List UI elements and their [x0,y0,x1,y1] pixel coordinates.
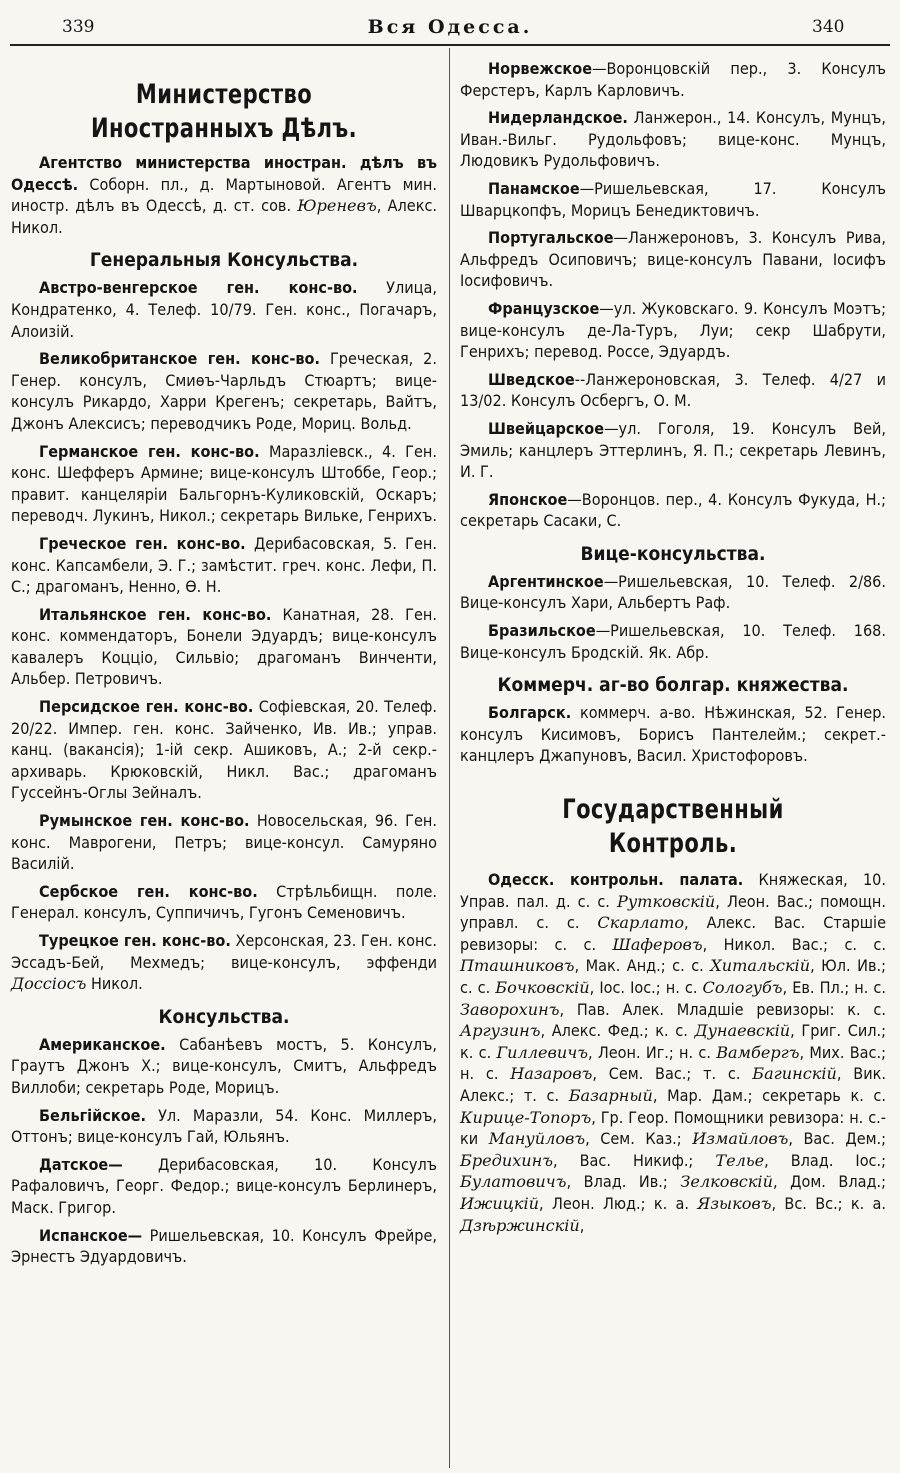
official-surname: Рутковскій [617,891,716,911]
entry-text: —Ришельевская, 10. Телеф. 168. Вице-консулъ Бродскій. Як. Абр. [460,621,886,662]
directory-entry [460,58,886,101]
entry-text: , Сем. Вас.; т. с. [592,1064,753,1084]
entry-name: Испанское— [39,1225,143,1245]
entry-text: Греческая, 2. Генер. консулъ, Смиѳъ-Чарльдъ Стюартъ; вице-консулъ Рикардо, Харри Крегенъ; секретарь, Вайтъ, Джонъ Алексисъ; переводчикъ Роде, Мориц. Вольд. [11,349,437,433]
entry-text: , Гр. Геор. Помощники ревизора: н. с.-ки [460,1107,886,1149]
directory-entry [11,533,437,598]
directory-entry [11,441,437,527]
entry-text: , Сем. Каз.; [585,1129,693,1149]
directory-entry [11,604,437,690]
section-title: Государственный Контроль. [562,794,784,860]
directory-entry [11,1105,437,1148]
entry-name: Персидское ген. конс-во. [39,697,254,717]
entry-text: , Пав. Алек. Младшіе ревизоры: к. с. [559,999,886,1019]
entry-name: Турецкое ген. конс-во. [39,931,231,950]
directory-entry [11,881,437,924]
official-surname: Бредихинъ [460,1150,553,1170]
entry-text: Ланжерон., 14. Консулъ, Мунцъ, Иван.-Вильг. Рудольфовъ; вице-конс. Мунцъ, Людовикъ Рудольфовичъ. [460,108,886,171]
official-surname: Мануйловъ [488,1129,586,1149]
entry-name: Аргентинское [488,571,604,591]
entry-text: —Ланжероновъ, 3. Консулъ Рива, Альфредъ Осиповичъ; вице-консулъ Павани, Іосифъ Іосифовичъ. [460,228,886,291]
entry-name: Греческое ген. конс-во. [39,533,246,553]
official-surname: Назаровъ [510,1064,593,1084]
entry-text: , Юл. Ив.; с. с. [460,956,886,997]
official-surname: Хитальскій [710,956,811,976]
section-heading: Вице-консульства. [580,542,766,565]
official-surname: Измайловъ [692,1129,789,1149]
official-surname: Доссіосъ [11,974,87,994]
entry-text: Ришельевская, 10. Консулъ Фрейре, Эрнестъ Эдуардовичъ. [11,1225,437,1267]
entry-text: , Влад. Іос.; [764,1150,886,1170]
entry-text: Софіевская, 20. Телеф. 20/22. Импер. ген. конс. Зайченко, Ив. Ив.; управ. канц. (вакансія); 1-ій секр. Ашиковъ, А.; 2-й секр.-архиварь. Крюковскій, Никл. Вас.; драгоманъ Гуссейнъ-Оглы Зейналъ. [11,697,437,803]
section-heading: Консульства. [158,1005,290,1028]
entry-text: Соборн. пл., д. Мартыновой. Агентъ мин. иностр. дѣлъ въ Одессѣ, д. ст. сов. [11,174,437,216]
entry-text: , Влад. Ив.; [566,1172,681,1192]
official-surname: Шаферовъ [612,934,703,954]
page-number-right: 340 [812,17,845,37]
official-surname: Телье [715,1150,765,1170]
entry-name: Панамское [488,178,580,198]
directory-entry [460,571,886,614]
entry-name: Французское [488,298,600,318]
entry-text: —Ришельевская, 10. Телеф. 2/86. Вице-консулъ Хари, Альбертъ Раф. [460,571,886,613]
official-surname: Заворохинъ [460,999,560,1019]
entry-name: Одесск. контрольн. палата. [488,870,744,890]
entry-text: , Вас. Никиф.; [553,1150,716,1170]
official-surname: Дунаевскій [694,1021,791,1041]
entry-name: Датское— [39,1154,123,1174]
entry-text: Стрѣльбищн. поле. Генерал. консулъ, Суппичичъ, Гугонъ Семеновичъ. [11,881,437,923]
directory-entry [11,1034,437,1099]
entry-text: , Григ. Сил.; к. с. [460,1021,886,1062]
entry-text: , [579,1215,585,1235]
official-surname: Аргузинъ [460,1021,541,1041]
entry-text: , Леон. Иг.; н. с. [587,1042,717,1062]
entry-text: Канатная, 28. Ген. конс. коммендаторъ, Бонели Эдуардъ; вице-консулъ кавалеръ Коццio, Сильвio; драгоманъ Винченти, Альбер. Петровичъ. [11,604,437,689]
entry-name: Бельгійское. [39,1105,146,1125]
entry-text: Маразліевск., 4. Ген. конс. Шефферъ Армине; вице-консулъ Штоббе, Геор.; правит. канцеляріи Бальгорнъ-Куликовскій, Оскаръ; переводч. Лукинъ, Никол.; секретарь Вильке, Генрихъ. [11,441,437,526]
entry-text: —ул. Гоголя, 19. Консулъ Вей, Эмиль; канцлеръ Эттерлинъ, Я. П.; секретарь Левинъ, И. Г. [460,418,886,482]
entry-name: Румынское ген. конс-во. [39,811,250,831]
entry-text: , Алекс. Вас. Старшіе ревизоры: с. с. [460,913,886,954]
official-surname: Зелковскій [680,1172,773,1192]
entry-text: , Алекс. Никол. [11,196,437,237]
directory-entry [11,1154,437,1219]
page-number-left: 339 [62,17,95,37]
entry-text: Новосельская, 96. Ген. конс. Маврогени, Петръ; вице-консул. Самуряно Василій. [11,811,437,874]
entry-text: , Іос. Іос.; н. с. [589,978,703,997]
entry-name: Германское ген. конс-во. [39,441,260,461]
directory-entry [460,107,886,172]
entry-text: Херсонская, 23. Ген. конс. Эссадъ-Бей, Мехмедъ; вице-консулъ, эффенди [11,931,437,972]
official-surname: Ижицкій [460,1193,540,1213]
directory-entry [460,702,886,767]
entry-text: , Мак. Анд.; с. с. [574,956,711,976]
entry-text: Ул. Маразли, 54. Конс. Миллеръ, Оттонъ; вице-консулъ Гай, Юльянъ. [11,1105,437,1147]
header-rule [10,44,890,46]
directory-entry [460,227,886,292]
official-surname: Гиллевичъ [496,1042,588,1062]
entry-text: , Мар. Дам.; секретарь к. с. [652,1085,886,1105]
directory-entry [11,152,437,238]
entry-text: —Воронцовскій пер., 3. Консулъ Ферстеръ, Карлъ Карловичъ. [460,59,886,100]
directory-entry [11,348,437,434]
page-header [0,0,900,46]
entry-name: Сербское ген. конс-во. [39,881,258,901]
official-surname: Кирице-Топоръ [460,1107,592,1127]
right-column [460,58,886,1242]
entry-text: Княжеская, 10. Управ. пал. д. с. с. [460,870,886,911]
entry-text: , Вас. Дем.; [788,1129,887,1149]
entry-text: Улица, Кондратенко, 4. Телеф. 10/79. Ген. конс., Погачаръ, Алоизій. [11,278,437,341]
official-surname: Дзѣржинскій [460,1215,580,1235]
directory-entry [11,1225,437,1268]
official-surname: Багинскій [752,1064,837,1084]
entry-text: , Леон. Люд.; к. а. [539,1193,698,1213]
entry-name: Швейцарское [488,418,605,438]
entry-name: Агентство министерства иностран. дѣлъ въ Одессѣ. [11,153,437,194]
entry-text: —Воронцов. пер., 4. Консулъ Фукуда, Н.; секретарь Сасаки, С. [460,489,886,531]
entry-text: , Мих. Вас.; н. с. [460,1042,886,1084]
entry-name: Нидерландское. [488,108,628,128]
entry-name: Австро-венгерское ген. конс-во. [39,278,358,298]
section-title: Министерство Иностранныхъ Дѣлъ. [90,79,358,144]
entry-name: Американское. [39,1034,166,1054]
running-title: Вся Одесса. [367,16,533,38]
entry-text: Никол. [86,974,143,994]
official-surname: Пташниковъ [460,956,575,976]
entry-name: Болгарск. [488,703,572,723]
section-heading: Генеральныя Консульства. [89,249,359,272]
directory-entry [11,277,437,342]
official-surname: Вамбергъ [716,1042,800,1062]
official-surname: Юреневъ [297,196,377,216]
entry-name: Великобританское ген. конс-во. [39,349,321,369]
directory-entry [460,489,886,532]
directory-entry [460,298,886,363]
entry-text: коммерч. а-во. Нѣжинская, 52. Генер. консулъ Кисимовъ, Борисъ Пантелейм.; секрет.-канцлеръ Джапуновъ, Васил. Христофоровъ. [460,703,886,766]
left-column [11,58,437,1274]
entry-text: , Никол. Вас.; с. с. [702,934,886,954]
entry-text: , Вс. Вс.; к. а. [771,1193,886,1213]
entry-text: —Ришельевская, 17. Консулъ Шварцкопфъ, Морицъ Бенедиктовичъ. [460,178,886,220]
entry-text: , Вик. Алекс.; т. с. [460,1064,886,1105]
directory-entry [11,696,437,804]
official-surname: Скарлато [597,913,685,933]
entry-name: Норвежское [488,59,593,78]
official-surname: Базарный [568,1085,653,1105]
directory-entry [460,418,886,483]
section-heading: Коммерч. аг-во болгар. княжества. [497,674,849,697]
directory-entry [460,178,886,221]
entry-name: Японское [488,489,568,509]
column-divider [449,48,450,1468]
official-surname: Булатовичъ [460,1172,567,1192]
entry-text: , Леон. Вас.; помощн. управл. с. с. [460,891,886,933]
entry-text: --Ланжероновская, 3. Телеф. 4/27 и 13/02. Консулъ Осбергъ, О. М. [460,369,886,411]
official-surname: Бочковскій [495,978,590,997]
entry-text: Дерибасовская, 5. Ген. конс. Капсамбели, Э. Г.; замѣстит. греч. конс. Лефи, П. С.; драгоманъ, Ненно, Ѳ. Н. [11,533,437,597]
directory-entry [11,930,437,995]
entry-name: Португальское [488,228,614,248]
directory-entry [11,810,437,875]
entry-text: , Дом. Влад.; [772,1172,886,1192]
directory-entry [460,369,886,412]
entry-text: —ул. Жуковскаго. 9. Консулъ Моэтъ; вице-консулъ де-Ла-Туръ, Луи; секр Шабрути, Генрихъ; перевод. Россе, Эдуардъ. [460,298,886,362]
directory-entry [460,869,886,1236]
entry-name: Бразильское [488,621,596,641]
directory-entry [460,620,886,663]
official-surname: Сологубъ [702,978,783,997]
entry-name: Шведское [488,369,575,389]
entry-text: Сабанѣевъ мостъ, 5. Консулъ, Граутъ Джонъ Х.; вице-консулъ, Смитъ, Альфредъ Виллоби; секретарь Роде, Морицъ. [11,1034,437,1097]
entry-text: , Алекс. Фед.; к. с. [540,1021,695,1041]
entry-name: Итальянское ген. конс-во. [39,604,272,624]
official-surname: Языковъ [697,1193,772,1213]
entry-text: , Ев. Пл.; н. с. [782,978,886,997]
entry-text: Дерибасовская, 10. Консулъ Рафаловичъ, Георг. Федор.; вице-консулъ Берлинеръ, Маск. Григор. [11,1154,437,1217]
